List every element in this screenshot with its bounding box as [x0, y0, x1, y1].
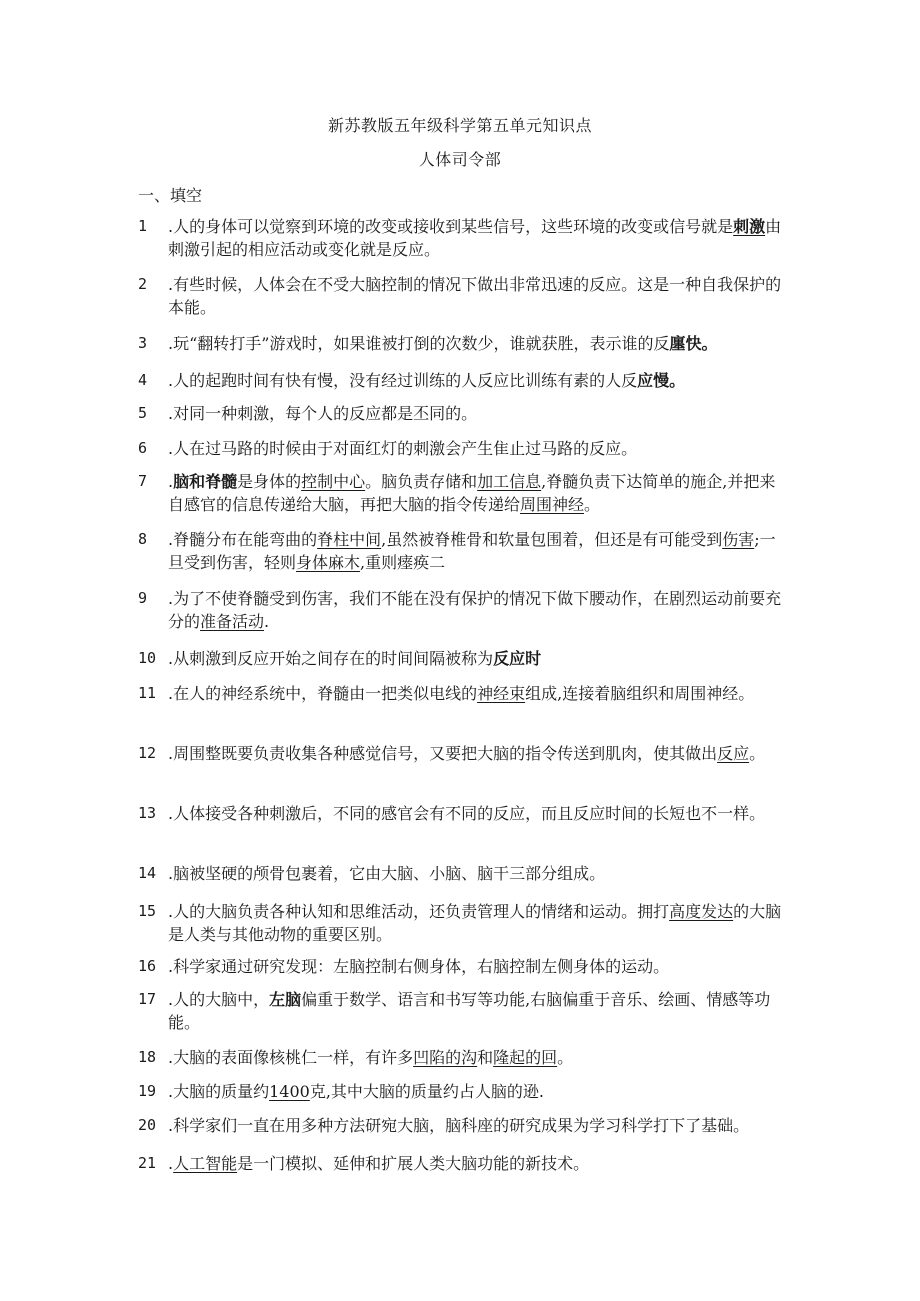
document-subtitle: 人体司令部 [418, 150, 502, 169]
item-text-segment: .人体接受各种刺激后，不同的感官会有不同的反应，而且反应时间的长短也不一样。 [168, 804, 766, 823]
item-text-segment: .为了不使脊髓受到伤害，我们不能在没有保护的情况下做下腰动作，在剧烈运动前要充分的 [168, 589, 782, 631]
item-text [168, 1046, 788, 1069]
list-item [138, 1046, 788, 1069]
item-number: 11 [138, 684, 157, 702]
item-text-segment: .大脑的质量约 [168, 1082, 270, 1101]
list-item [138, 402, 788, 425]
item-number: 21 [138, 1154, 157, 1172]
answer-keyword: 隆起的回 [493, 1048, 558, 1067]
item-text [168, 369, 788, 392]
answer-keyword: 脊柱中间 [317, 530, 382, 549]
answer-keyword: 控制中心 [301, 472, 366, 491]
item-number: 15 [138, 902, 157, 920]
item-number: 18 [138, 1048, 157, 1066]
item-text-segment: 偏重于数学、语言和书写等功能,右脑偏重于音乐、绘画、情感等功能。 [168, 990, 771, 1032]
list-item [138, 955, 788, 978]
item-text-segment: . [168, 1154, 174, 1173]
item-text [168, 955, 788, 978]
item-text-segment: .人在过马路的时候由于对面红灯的刺激会产生隹止过马路的反应。 [168, 439, 638, 458]
item-text [168, 647, 788, 670]
item-text-segment: 是一门模拟、延伸和扩展人类大脑功能的新技术。 [237, 1154, 590, 1173]
item-text-segment: .人的大脑负责各种认知和思维活动，还负责管理人的情绪和运动。拥打 [168, 902, 670, 921]
item-text-segment: .周围整既要负责收集各种感觉信号，又要把大脑的指令传送到肌肉，使其做出 [168, 744, 718, 763]
list-item [138, 988, 788, 1034]
item-text-segment: .脑被坚硬的颅骨包裹着，它由大脑、小脑、脑干三部分组成。 [168, 864, 606, 883]
item-text-segment: .在人的神经系统中，脊髓由一把类似电线的 [168, 684, 478, 703]
answer-keyword: 反应时 [493, 649, 542, 668]
answer-keyword: 身体麻木 [296, 553, 361, 572]
item-text [168, 1080, 788, 1103]
item-text-segment: .人的起跑时间有快有慢，没有经过训练的人反应比训练有素的人反 [168, 371, 638, 390]
item-text [168, 862, 788, 885]
item-text-segment: 由刺激引起的相应活动或变化就是反应。 [168, 217, 782, 259]
item-number: 17 [138, 990, 157, 1008]
list-item [138, 273, 788, 319]
item-text-segment: ,重则瘗痪二 [360, 553, 446, 572]
item-text-segment: .脊髓分布在能弯曲的 [168, 530, 318, 549]
answer-keyword: 1400 [269, 1082, 310, 1101]
item-number: 5 [138, 404, 148, 422]
list-item [138, 1152, 788, 1175]
list-item [138, 1114, 788, 1137]
item-text [168, 742, 788, 765]
item-text-segment: .对同一种刺激，每个人的反应都是丕同的。 [168, 404, 478, 423]
item-text-segment: 是身体的 [237, 472, 302, 491]
answer-keyword: 刺激 [733, 217, 766, 236]
item-text [168, 273, 788, 319]
answer-keyword: 反应 [717, 744, 750, 763]
answer-keyword: 廛快。 [669, 334, 718, 353]
list-item [138, 900, 788, 946]
item-number: 6 [138, 439, 148, 457]
list-item [138, 437, 788, 460]
item-text-segment: .人的身体可以觉察到环境的改变或接收到某些信号，这些环境的改变或信号就是 [168, 217, 734, 236]
item-number: 9 [138, 589, 148, 607]
item-number: 13 [138, 804, 157, 822]
item-number: 4 [138, 371, 148, 389]
item-text-segment: 。脑负责存储和 [365, 472, 478, 491]
item-text-segment: .玩“翻转打手”游戏时，如果谁被打倒的次数少，谁就获胜，表示谁的反 [168, 334, 670, 353]
item-text-segment: .科学家通过研究发现：左脑控制右侧身体，右脑控制左侧身体的运动。 [168, 957, 670, 976]
item-text [168, 215, 788, 261]
item-text [168, 802, 788, 825]
item-number: 3 [138, 334, 148, 352]
item-number: 12 [138, 744, 157, 762]
answer-keyword: 人工智能 [173, 1154, 238, 1173]
item-text-segment: .有些时候，人体会在不受大脑控制的情况下做出非常迅速的反应。这是一种自我保护的本能。 [168, 275, 782, 317]
item-text-segment: ;一旦受到伤害，轻则 [168, 530, 776, 572]
answer-keyword: 应慢。 [637, 371, 686, 390]
list-item [138, 647, 788, 670]
item-text-segment: . [264, 612, 270, 631]
item-text-segment: 。 [557, 1048, 574, 1067]
answer-keyword: 凹陷的沟 [413, 1048, 478, 1067]
item-text [168, 437, 788, 460]
list-item [138, 470, 788, 516]
document-title: 新苏教版五年级科学第五单元知识点 [327, 116, 592, 135]
list-item [138, 369, 788, 392]
item-text [168, 528, 788, 574]
item-text [168, 988, 788, 1034]
list-item [138, 742, 788, 765]
list-item [138, 682, 788, 705]
item-text-segment: 的大脑是人类与其他动物的重要区别。 [168, 902, 782, 944]
answer-keyword: 准备活动 [200, 612, 265, 631]
item-text-segment: 。 [749, 744, 766, 763]
list-item [138, 215, 788, 261]
answer-keyword: 左脑 [269, 990, 302, 1009]
item-text [168, 332, 788, 355]
list-item [138, 1080, 788, 1103]
item-text [168, 1152, 788, 1175]
item-number: 8 [138, 530, 148, 548]
item-text-segment: ,脊髓负责下达简单的施企,并把来自感官的信息传递给大脑，再把大脑的指令传递给 [168, 472, 776, 514]
item-number: 20 [138, 1116, 157, 1134]
item-text [168, 470, 788, 516]
item-number: 10 [138, 649, 157, 667]
item-number: 2 [138, 275, 148, 293]
list-item [138, 587, 788, 633]
item-text-segment: .人的大脑中， [168, 990, 270, 1009]
item-text-segment: ,虽然被脊椎骨和软量包围着，但还是有可能受到 [381, 530, 723, 549]
item-text-segment: .大脑的表面像核桃仁一样，有许多 [168, 1048, 414, 1067]
item-text [168, 900, 788, 946]
list-item [138, 802, 788, 825]
item-text [168, 682, 788, 705]
item-text-segment: 组成,连接着脑组织和周围神经。 [525, 684, 755, 703]
item-number: 7 [138, 472, 148, 490]
item-text-segment: .从刺激到反应开始之间存在的时间间隔被称为 [168, 649, 494, 668]
answer-keyword: 神经束 [477, 684, 526, 703]
list-item [138, 528, 788, 574]
answer-keyword: 伤害 [722, 530, 755, 549]
item-text-segment: 克,其中大脑的质量约占人脑的逊. [309, 1082, 544, 1101]
item-number: 1 [138, 217, 148, 235]
item-text-segment: . [168, 472, 174, 491]
item-number: 16 [138, 957, 157, 975]
item-text [168, 402, 788, 425]
item-text-segment: .科学家们一直在用多种方法研宛大脑，脑科座的研究成果为学习科学打下了基础。 [168, 1116, 750, 1135]
item-number: 14 [138, 864, 157, 882]
item-text [168, 1114, 788, 1137]
item-text-segment: 。 [584, 495, 601, 514]
answer-keyword: 加工信息 [477, 472, 542, 491]
list-item [138, 332, 788, 355]
answer-keyword: 周围神经 [520, 495, 585, 514]
item-text-segment: 和 [477, 1048, 494, 1067]
section-heading: 一、填空 [138, 186, 203, 205]
item-text [168, 587, 788, 633]
answer-keyword: 脑和脊髓 [173, 472, 238, 491]
answer-keyword: 高度发达 [669, 902, 734, 921]
list-item [138, 862, 788, 885]
item-number: 19 [138, 1082, 157, 1100]
